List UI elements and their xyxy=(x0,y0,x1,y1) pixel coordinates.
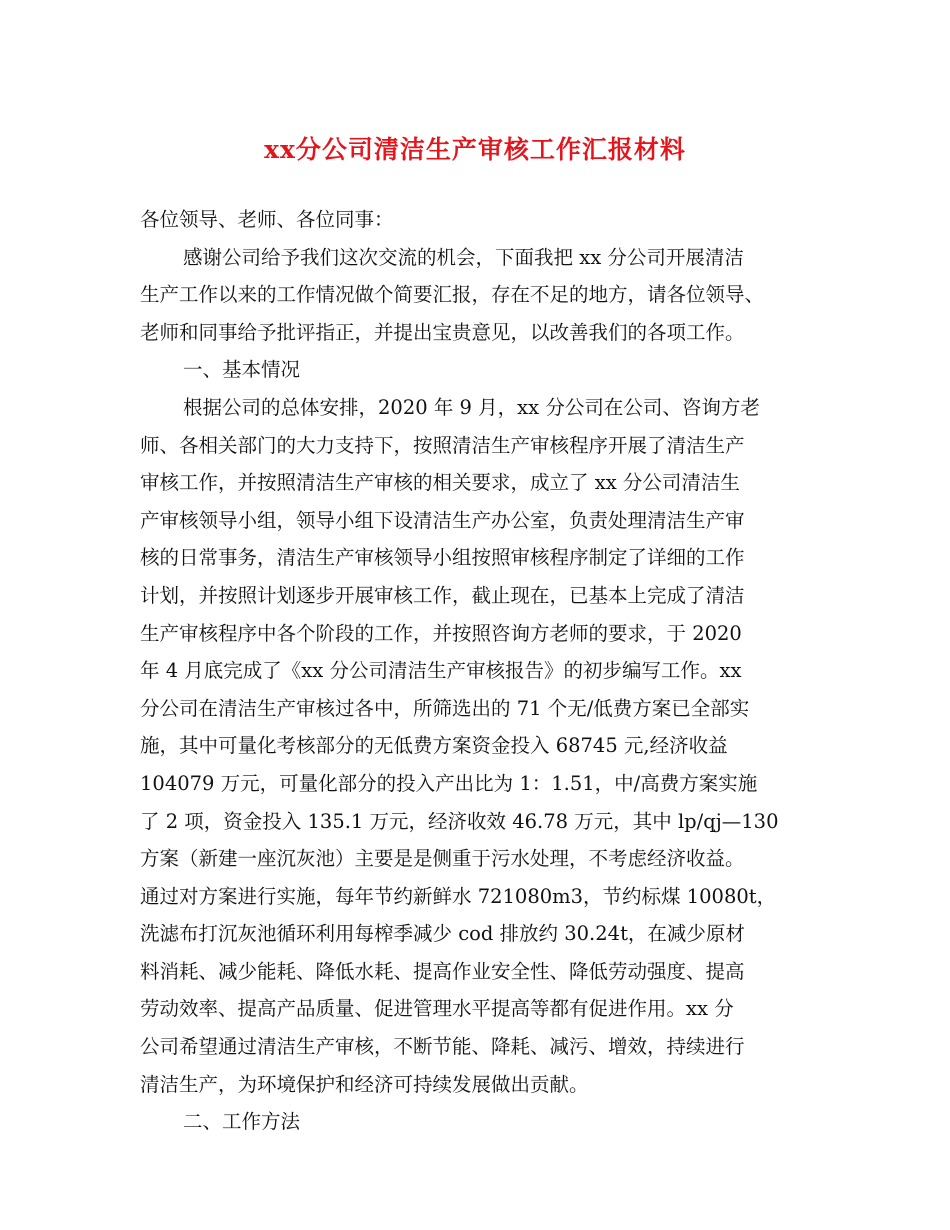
paragraph-line: 感谢公司给予我们这次交流的机会，下面我把 xx 分公司开展清洁 xyxy=(183,245,744,269)
paragraph-line: 公司希望通过清洁生产审核，不断节能、降耗、减污、增效，持续进行 xyxy=(140,1035,745,1059)
paragraph-line: 料消耗、减少能耗、降低水耗、提高作业安全性、降低劳动强度、提高 xyxy=(140,959,745,983)
paragraph-line: 104079 万元，可量化部分的投入产出比为 1：1.51，中/高费方案实施 xyxy=(140,771,758,795)
document-title: xx分公司清洁生产审核工作汇报材料 xyxy=(264,135,686,164)
paragraph-line: 分公司在清洁生产审核过各中，所筛选出的 71 个无/低费方案已全部实 xyxy=(140,696,750,720)
paragraph-line: 了 2 项，资金投入 135.1 万元，经济收效 46.78 万元，其中 lp/qj—130 xyxy=(140,809,779,833)
paragraph-line: 老师和同事给予批评指正，并提出宝贵意见，以改善我们的各项工作。 xyxy=(140,320,745,344)
paragraph-line: 核的日常事务，清洁生产审核领导小组按照审核程序制定了详细的工作 xyxy=(140,546,745,570)
paragraph-line: 生产审核程序中各个阶段的工作，并按照咨询方老师的要求，于 2020 xyxy=(140,621,742,645)
paragraph-line: 洗滤布打沉灰池循环利用每榨季减少 cod 排放约 30.24t，在减少原材 xyxy=(140,922,745,946)
paragraph-line: 计划，并按照计划逐步开展审核工作，截止现在，已基本上完成了清洁 xyxy=(140,583,745,607)
paragraph-line: 根据公司的总体安排，2020 年 9 月，xx 分公司在公司、咨询方老 xyxy=(183,395,760,419)
paragraph-line: 审核工作，并按照清洁生产审核的相关要求，成立了 xx 分公司清洁生 xyxy=(140,471,740,495)
document-body xyxy=(140,201,820,1141)
paragraph-line: 清洁生产，为环境保护和经济可持续发展做出贡献。 xyxy=(140,1072,589,1096)
paragraph-line: 通过对方案进行实施，每年节约新鲜水 721080m3，节约标煤 10080t， xyxy=(140,884,777,908)
paragraph-line: 方案（新建一座沉灰池）主要是是侧重于污水处理，不考虑经济收益。 xyxy=(140,847,745,871)
paragraph-line: 施，其中可量化考核部分的无低费方案资金投入 68745 元,经济收益 xyxy=(140,734,728,758)
salutation: 各位领导、老师、各位同事： xyxy=(140,208,394,231)
section-heading-methods: 二、工作方法 xyxy=(183,1110,301,1134)
paragraph-line: 劳动效率、提高产品质量、促进管理水平提高等都有促进作用。xx 分 xyxy=(140,997,734,1021)
paragraph-line: 师、各相关部门的大力支持下，按照清洁生产审核程序开展了清洁生产 xyxy=(140,433,745,457)
paragraph-line: 年 4 月底完成了《xx 分公司清洁生产审核报告》的初步编写工作。xx xyxy=(140,659,742,683)
paragraph-line: 产审核领导小组，领导小组下设清洁生产办公室，负责处理清洁生产审 xyxy=(140,508,745,532)
paragraph-line: 生产工作以来的工作情况做个简要汇报，存在不足的地方，请各位领导、 xyxy=(140,283,765,307)
section-heading-basic: 一、基本情况 xyxy=(183,358,301,382)
